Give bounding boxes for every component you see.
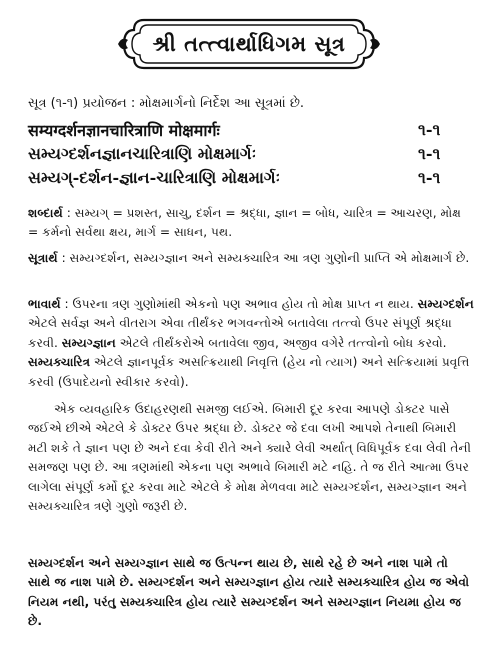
example-text: એક વ્યવહારિક ઉદાહરણથી સમજી લઈએ. બિમારી દૂર કરવા આપણે ડોક્ટર પાસે જઈએ છીએ એટલે કે ડોક્ટર ઉપર શ્રદ્ધા છે. ડોક્ટર જે દવા લખી આપશે તેનાથી બિમારી મટી શકે તે જ્ઞાન પણ છે અને દવા કેવી રીતે અને ક્યારે લેવી અર્થાત્ વિધિપૂર્વક દવા લેવી તેની સમજણ પણ છે. આ ત્રણમાંથી એકના પણ અભાવે બિમારી મટે નહિ. તે જ રીતે આત્મા ઉપર લાગેલા સંપૂર્ણ કર્મો દૂર કરવા માટે એટલે કે મોક્ષ મેળવવા માટે સમ્યગ્દર્શન, સમ્યગ્જ્ઞાન અને સમ્યક્ચારિત્ર ત્રણે ગુણો જરૂરી છે. bbox=[28, 402, 472, 514]
bhavarth-text: એટલે જ્ઞાનપૂર્વક અસત્ક્રિયાથી નિવૃત્તિ (હેય નો ત્યાગ) અને સત્ક્રિયામાં પ્રવૃત્તિ કરવી (ઉપાદેયનો સ્વીકાર કરવો). bbox=[28, 355, 470, 389]
bhavarth-text: : ઉપરના ત્રણ ગુણોમાંથી એકનો પણ અભાવ હોય તો મોક્ષ પ્રાપ્ત ન થાય. bbox=[60, 297, 418, 311]
conclusion-text: સમ્યગ્દર્શન અને સમ્યગ્જ્ઞાન સાથે જ ઉત્પન્ન થાય છે, સાથે રહે છે અને નાશ પામે તો સાથે જ નાશ પામે છે. સમ્યગ્દર્શન અને સમ્યગ્જ્ઞાન હોય ત્યારે સમ્યક્ચારિત્ર હોય જ એવો નિયમ નથી, પરંતુ સમ્યક્ચારિત્ર હોય ત્યારે સમ્યગ્દર્શન અને સમ્યગ્જ્ઞાન નિયમા હોય જ છે. bbox=[28, 556, 470, 629]
sutra-text: સમ્યગ્-દર્શન-જ્ઞાન-ચારિત્રાણિ મોક્ષમાર્ગઃ bbox=[28, 168, 281, 187]
sutra-number: ૧-૧ bbox=[418, 120, 441, 139]
shabdarth-label: શબ્દાર્થ bbox=[28, 206, 63, 220]
term-samyakcharitra: સમ્યક્ચારિત્ર bbox=[28, 355, 91, 370]
sutra-line-split bbox=[28, 166, 474, 190]
sutra-text: સમ્યગ્દર્શનજ્ઞાનચારિત્રાણિ મોક્ષમાર્ગઃ bbox=[28, 144, 257, 163]
sutra-number: ૧-૧ bbox=[418, 168, 441, 187]
sutrarth-label: સૂત્રાર્થ bbox=[28, 251, 58, 265]
bhavarth-label: ભાવાર્થ bbox=[28, 297, 61, 311]
sutrarth-text: : સમ્યગ્દર્શન, સમ્યગ્જ્ઞાન અને સમ્યક્ચારિત્ર આ ત્રણ ગુણોની પ્રાપ્તિ એ મોક્ષમાર્ગ છે. bbox=[57, 251, 470, 265]
sutra-number: ૧-૧ bbox=[418, 144, 441, 163]
bhavarth-text: એટલે સર્વજ્ઞ અને વીતરાગ એવા તીર્થંકર ભગવન્તોએ બતાવેલા તત્ત્વો ઉપર સંપૂર્ણ શ્રદ્ધા કરવી. bbox=[28, 316, 452, 350]
example-paragraph bbox=[28, 400, 474, 516]
sutra-lines bbox=[28, 118, 474, 190]
sutra-text: सम्यग्दर्शनज्ञानचारित्राणि मोक्षमार्गः bbox=[28, 121, 220, 140]
sutra-line-sanskrit bbox=[28, 118, 474, 142]
shabdarth-text: : સમ્યગ્ = પ્રશસ્ત, સાચુ, દર્શન = શ્રદ્ધા, જ્ઞાન = બોધ, ચારિત્ર = આચરણ, મોક્ષ = કર્મનો સર્વથા ક્ષય, માર્ગ = સાધન, પથ. bbox=[28, 206, 461, 240]
sutra-reference: સૂત્ર (૧-૧) પ્રયોજન : મોક્ષમાર્ગનો નિર્દેશ આ સૂત્રમાં છે. bbox=[28, 96, 305, 111]
sutra-line-gujarati bbox=[28, 142, 474, 166]
bhavarth-paragraph bbox=[28, 295, 474, 392]
conclusion-paragraph bbox=[28, 554, 474, 632]
shabdarth-paragraph bbox=[28, 204, 474, 243]
term-samyagjnan: સમ્યગ્જ્ઞાન bbox=[61, 335, 116, 350]
sutrarth-paragraph bbox=[28, 249, 474, 268]
title-frame bbox=[118, 14, 380, 74]
bhavarth-text: એટલે તીર્થંકરોએ બતાવેલા જીવ, અજીવ વગેરે તત્ત્વોનો બોધ કરવો. bbox=[115, 335, 447, 350]
page-title: શ્રી તત્ત્વાર્થાધિગમ સૂત્ર bbox=[152, 31, 346, 56]
term-samyagdarshan: સમ્યગ્દર્શન bbox=[417, 297, 474, 311]
